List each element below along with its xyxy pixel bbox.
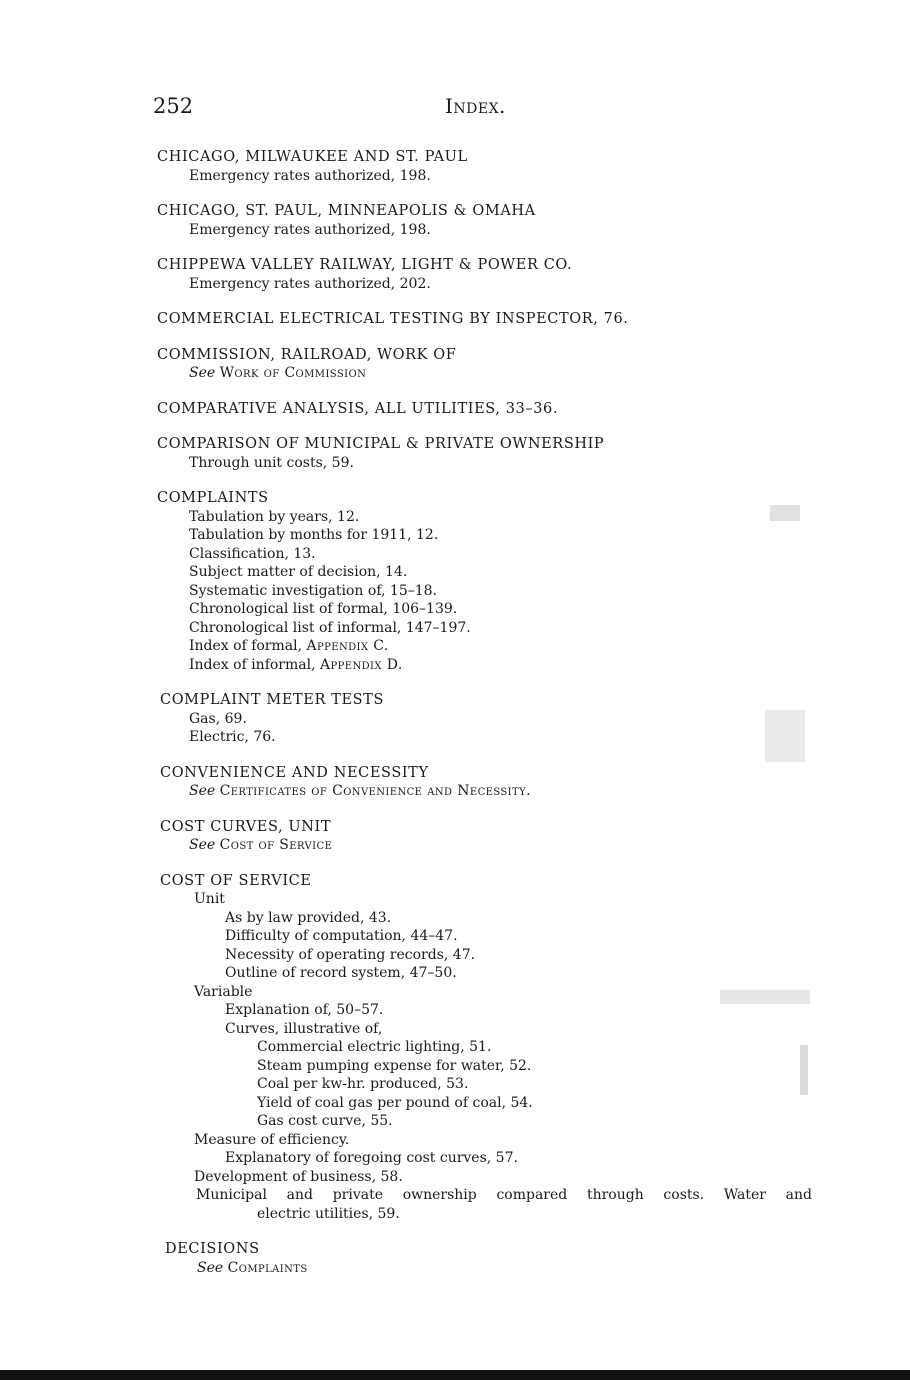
page-number: 252 [153, 94, 194, 118]
curve-item: Gas cost curve, 55. [257, 1113, 393, 1129]
entry-heading: CHICAGO, ST. PAUL, MINNEAPOLIS & OMAHA [157, 203, 536, 219]
index-entry-comparative-analysis [0, 400, 910, 419]
entry-subitem: Necessity of operating records, 47. [225, 946, 476, 963]
scan-speck [720, 990, 810, 1004]
entry-subitem: Development of business, 58. [194, 1168, 403, 1185]
word: and [286, 1187, 313, 1203]
page-header [0, 94, 910, 124]
entry-subitem: As by law provided, 43. [225, 909, 392, 926]
unit-label: Unit [194, 891, 225, 907]
index-entry-comparison-ownership [0, 435, 910, 472]
index-entry-chicago-st-paul [0, 202, 910, 239]
scan-speck [800, 1045, 808, 1095]
see-reference [0, 836, 910, 855]
entry-subitem: Classification, 13. [189, 545, 316, 562]
index-entry-commercial-testing [0, 310, 910, 329]
index-entry-convenience-necessity [0, 764, 910, 801]
scan-speck [770, 505, 800, 521]
index-entry-chippewa-valley [0, 256, 910, 293]
efficiency-label: Measure of efficiency. [194, 1131, 350, 1148]
entry-heading: COMPLAINT METER TESTS [160, 692, 384, 708]
word: and [785, 1187, 812, 1203]
see-word: See [189, 783, 216, 799]
word: costs. [663, 1187, 705, 1203]
justified-line [0, 1186, 812, 1205]
variable-label: Variable [194, 983, 253, 1000]
entry-heading: DECISIONS [165, 1241, 260, 1257]
entry-subitem: Emergency rates authorized, 198. [189, 167, 431, 184]
curve-item: Yield of coal gas per pound of coal, 54. [257, 1094, 533, 1111]
entry-subitem: Emergency rates authorized, 202. [189, 275, 431, 292]
word: Municipal [196, 1187, 267, 1203]
entry-heading: CHIPPEWA VALLEY RAILWAY, LIGHT & POWER CO. [157, 257, 573, 273]
index-entry-commission-railroad [0, 346, 910, 383]
entry-subitem: Emergency rates authorized, 198. [189, 221, 431, 238]
see-word: See [189, 365, 216, 381]
see-reference [0, 364, 910, 383]
see-target: Work of Commission [219, 365, 367, 381]
entry-heading: CHICAGO, MILWAUKEE AND ST. PAUL [157, 149, 468, 165]
entry-subitem: Through unit costs, 59. [189, 454, 354, 471]
entry-subitem-appendix [0, 637, 910, 656]
entry-heading: COST OF SERVICE [160, 872, 312, 889]
see-reference [0, 1259, 910, 1278]
entry-subitem-appendix [0, 656, 910, 675]
word: private [332, 1187, 383, 1203]
entry-subitem: Tabulation by months for 1911, 12. [189, 527, 439, 543]
see-target: Certificates of Convenience and Necessity. [219, 783, 531, 799]
entry-subitem: Electric, 76. [189, 729, 276, 745]
entry-subitem: Difficulty of computation, 44–47. [225, 928, 458, 944]
entry-heading: COMMERCIAL ELECTRICAL TESTING BY INSPECTOR, 76. [157, 311, 629, 327]
see-target: Cost of Service [219, 837, 333, 853]
index-entry-cost-curves [0, 818, 910, 855]
appendix-reference: Appendix D. [320, 656, 403, 673]
entry-subitem: Gas, 69. [189, 710, 247, 727]
curve-item: Coal per kw-hr. produced, 53. [257, 1076, 469, 1092]
entry-heading: COST CURVES, UNIT [160, 818, 332, 835]
running-head-title: Index. [445, 94, 506, 118]
curve-item: Steam pumping expense for water, 52. [257, 1057, 532, 1074]
appendix-reference: Appendix C. [306, 638, 389, 654]
word: ownership [402, 1187, 477, 1203]
word: Water [723, 1187, 766, 1203]
entry-heading: COMPARATIVE ANALYSIS, ALL UTILITIES, 33–36. [157, 400, 559, 417]
entry-subitem: Explanatory of foregoing cost curves, 57. [225, 1150, 518, 1166]
see-target: Complaints [227, 1259, 308, 1276]
entry-subitem: Chronological list of informal, 147–197. [189, 619, 471, 636]
subitem-text: Index of informal, [189, 656, 320, 673]
see-word: See [197, 1259, 224, 1276]
entry-subitem: Tabulation by years, 12. [189, 508, 360, 525]
entry-subitem: Chronological list of formal, 106–139. [189, 601, 458, 617]
entry-subitem: Explanation of, 50–57. [225, 1002, 384, 1018]
see-reference [0, 782, 910, 801]
entry-subitem: Systematic investigation of, 15–18. [189, 582, 437, 599]
entry-subitem: Outline of record system, 47–50. [225, 965, 457, 981]
index-entry-chicago-milwaukee [0, 148, 910, 185]
scan-speck [765, 710, 805, 762]
index-entry-cost-of-service [0, 872, 910, 1224]
curve-item: Commercial electric lighting, 51. [257, 1039, 492, 1055]
entry-heading: COMPARISON OF MUNICIPAL & PRIVATE OWNERSHIP [157, 436, 605, 452]
index-entry-decisions [0, 1240, 910, 1277]
word: compared [496, 1187, 568, 1203]
scan-edge-bar [0, 1370, 910, 1380]
word: through [586, 1187, 644, 1203]
curves-label: Curves, illustrative of, [225, 1020, 383, 1037]
entry-subitem: Subject matter of decision, 14. [189, 564, 408, 580]
entry-heading: COMPLAINTS [157, 490, 269, 506]
entry-heading: CONVENIENCE AND NECESSITY [160, 764, 429, 781]
subitem-text: Index of formal, [189, 638, 307, 654]
entry-subitem-continued: electric utilities, 59. [257, 1205, 400, 1222]
see-word: See [189, 837, 216, 853]
entry-heading: COMMISSION, RAILROAD, WORK OF [157, 346, 457, 363]
